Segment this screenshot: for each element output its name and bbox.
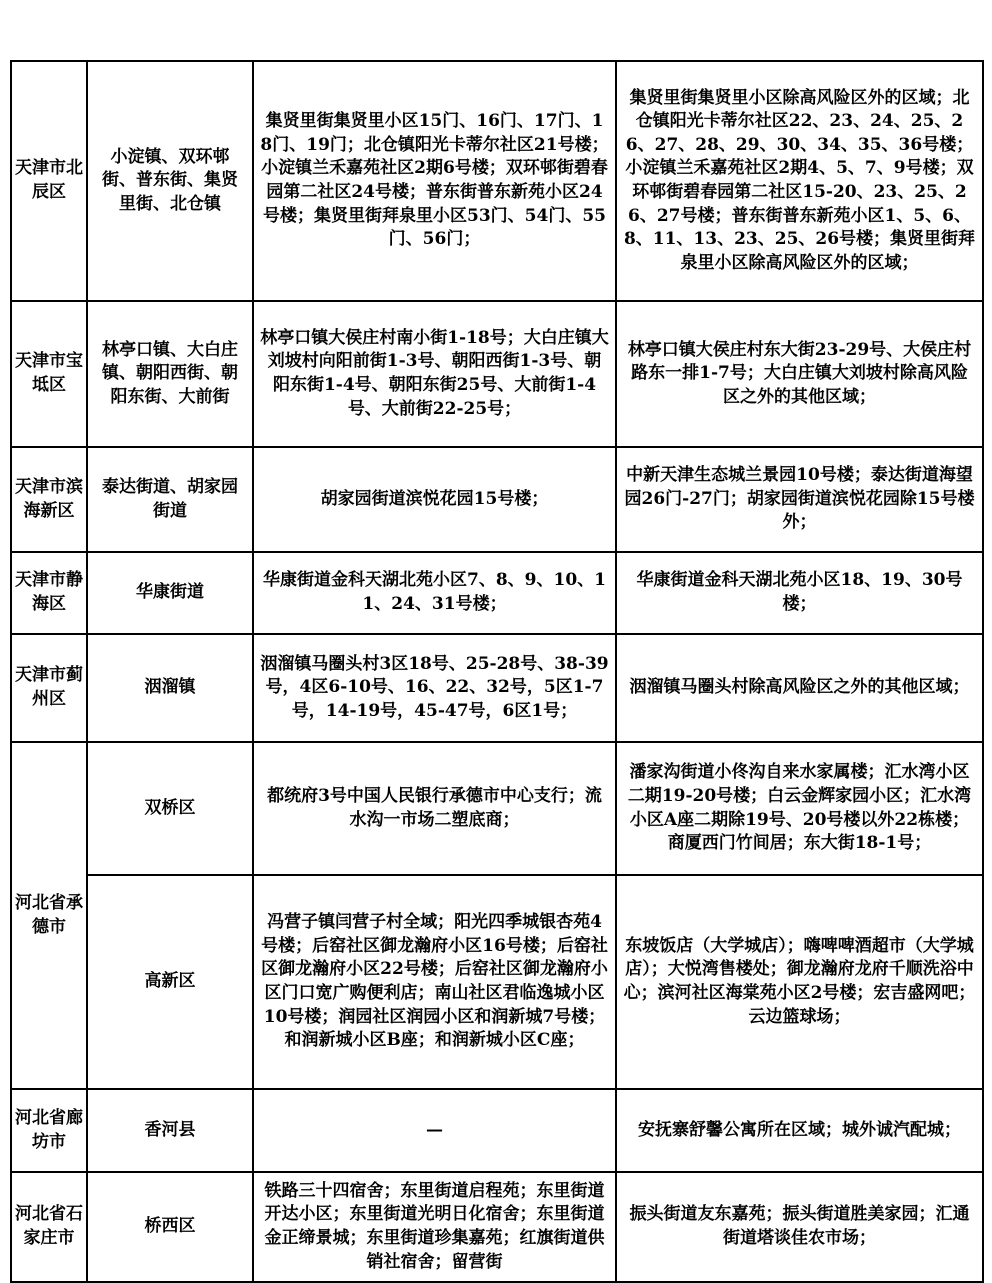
table-row [11,1172,983,1282]
table-row [11,875,983,1089]
medium-risk-cell: 冯营子镇闫营子村全域；阳光四季城银杏苑4号楼；后窑社区御龙瀚府小区16号楼；后窑社区御龙瀚府小区22号楼；后窑社区御龙瀚府小区门口宽广购便利店；南山社区君临逸城小区10号楼；润园社区润园小区和润新城7号楼；和润新城小区B座；和润新城小区C座； [253,875,616,1089]
street-cell: 华康街道 [87,552,253,634]
street-cell: 双桥区 [87,742,253,875]
city-cell: 天津市北辰区 [11,61,87,301]
table-row [11,552,983,634]
table-row [11,447,983,552]
medium-risk-cell: 铁路三十四宿舍；东里街道启程苑；东里街道开达小区；东里街道光明日化宿舍；东里街道金正缔景城；东里街道珍集嘉苑；红旗街道供销社宿舍；留营街 [253,1172,616,1282]
medium-risk-cell: 胡家园街道滨悦花园15号楼； [253,447,616,552]
low-risk-cell: 集贤里街集贤里小区除高风险区外的区域；北仓镇阳光卡蒂尔社区22、23、24、25、26、27、28、29、30、34、35、36号楼；小淀镇兰禾嘉苑社区2期4、5、7、9号楼；双环邨街碧春园第二社区15-20、23、25、26、27号楼；普东街普东新苑小区1、5、6、8、11、13、23、25、26号楼；集贤里街拜泉里小区除高风险区外的区域； [616,61,983,301]
street-cell: 泰达街道、胡家园街道 [87,447,253,552]
low-risk-cell: 安抚寨舒馨公寓所在区域；城外诚汽配城； [616,1089,983,1172]
table-row [11,634,983,742]
low-risk-cell: 华康街道金科天湖北苑小区18、19、30号楼； [616,552,983,634]
city-cell: 河北省石家庄市 [11,1172,87,1282]
medium-risk-cell: 都统府3号中国人民银行承德市中心支行；流水沟一市场二塑底商； [253,742,616,875]
medium-risk-cell: — [253,1089,616,1172]
low-risk-cell: 东坡饭店（大学城店）；嗨啤啤酒超市（大学城店）；大悦湾售楼处；御龙瀚府龙府千顺洗浴中心；滨河社区海棠苑小区2号楼；宏吉盛网吧；云边篮球场； [616,875,983,1089]
low-risk-cell: 中新天津生态城兰景园10号楼；泰达街道海望园26门-27门；胡家园街道滨悦花园除15号楼外； [616,447,983,552]
city-cell: 河北省承德市 [11,742,87,1089]
city-cell: 河北省廊坊市 [11,1089,87,1172]
low-risk-cell: 林亭口镇大侯庄村东大街23-29号、大侯庄村路东一排1-7号；大白庄镇大刘坡村除高风险区之外的其他区域； [616,301,983,447]
medium-risk-cell: 林亭口镇大侯庄村南小街1-18号；大白庄镇大刘坡村向阳前街1-3号、朝阳西街1-3号、朝阳东街1-4号、朝阳东街25号、大前街1-4号、大前街22-25号； [253,301,616,447]
table-row [11,742,983,875]
street-cell: 林亭口镇、大白庄镇、朝阳西街、朝阳东街、大前街 [87,301,253,447]
medium-risk-cell: 华康街道金科天湖北苑小区7、8、9、10、11、24、31号楼； [253,552,616,634]
street-cell: 洇溜镇 [87,634,253,742]
city-cell: 天津市宝坻区 [11,301,87,447]
medium-risk-cell: 集贤里街集贤里小区15门、16门、17门、18门、19门；北仓镇阳光卡蒂尔社区21号楼；小淀镇兰禾嘉苑社区2期6号楼；双环邨街碧春园第二社区24号楼；普东街普东新苑小区24号楼；集贤里街拜泉里小区53门、54门、55门、56门； [253,61,616,301]
city-cell: 天津市蓟州区 [11,634,87,742]
street-cell: 桥西区 [87,1172,253,1282]
risk-area-table [10,60,984,1283]
city-cell: 天津市静海区 [11,552,87,634]
street-cell: 小淀镇、双环邨街、普东街、集贤里街、北仓镇 [87,61,253,301]
table-row [11,301,983,447]
table-row [11,1089,983,1172]
low-risk-cell: 潘家沟街道小佟沟自来水家属楼；汇水湾小区二期19-20号楼；白云金辉家园小区；汇水湾小区A座二期除19号、20号楼以外22栋楼；商厦西门竹间居；东大街18-1号； [616,742,983,875]
street-cell: 高新区 [87,875,253,1089]
low-risk-cell: 振头街道友东嘉苑；振头街道胜美家园；汇通街道塔谈佳农市场； [616,1172,983,1282]
table-row [11,61,983,301]
medium-risk-cell: 洇溜镇马圈头村3区18号、25-28号、38-39号，4区6-10号、16、22、32号，5区1-7号，14-19号，45-47号，6区1号； [253,634,616,742]
city-cell: 天津市滨海新区 [11,447,87,552]
street-cell: 香河县 [87,1089,253,1172]
low-risk-cell: 洇溜镇马圈头村除高风险区之外的其他区域； [616,634,983,742]
